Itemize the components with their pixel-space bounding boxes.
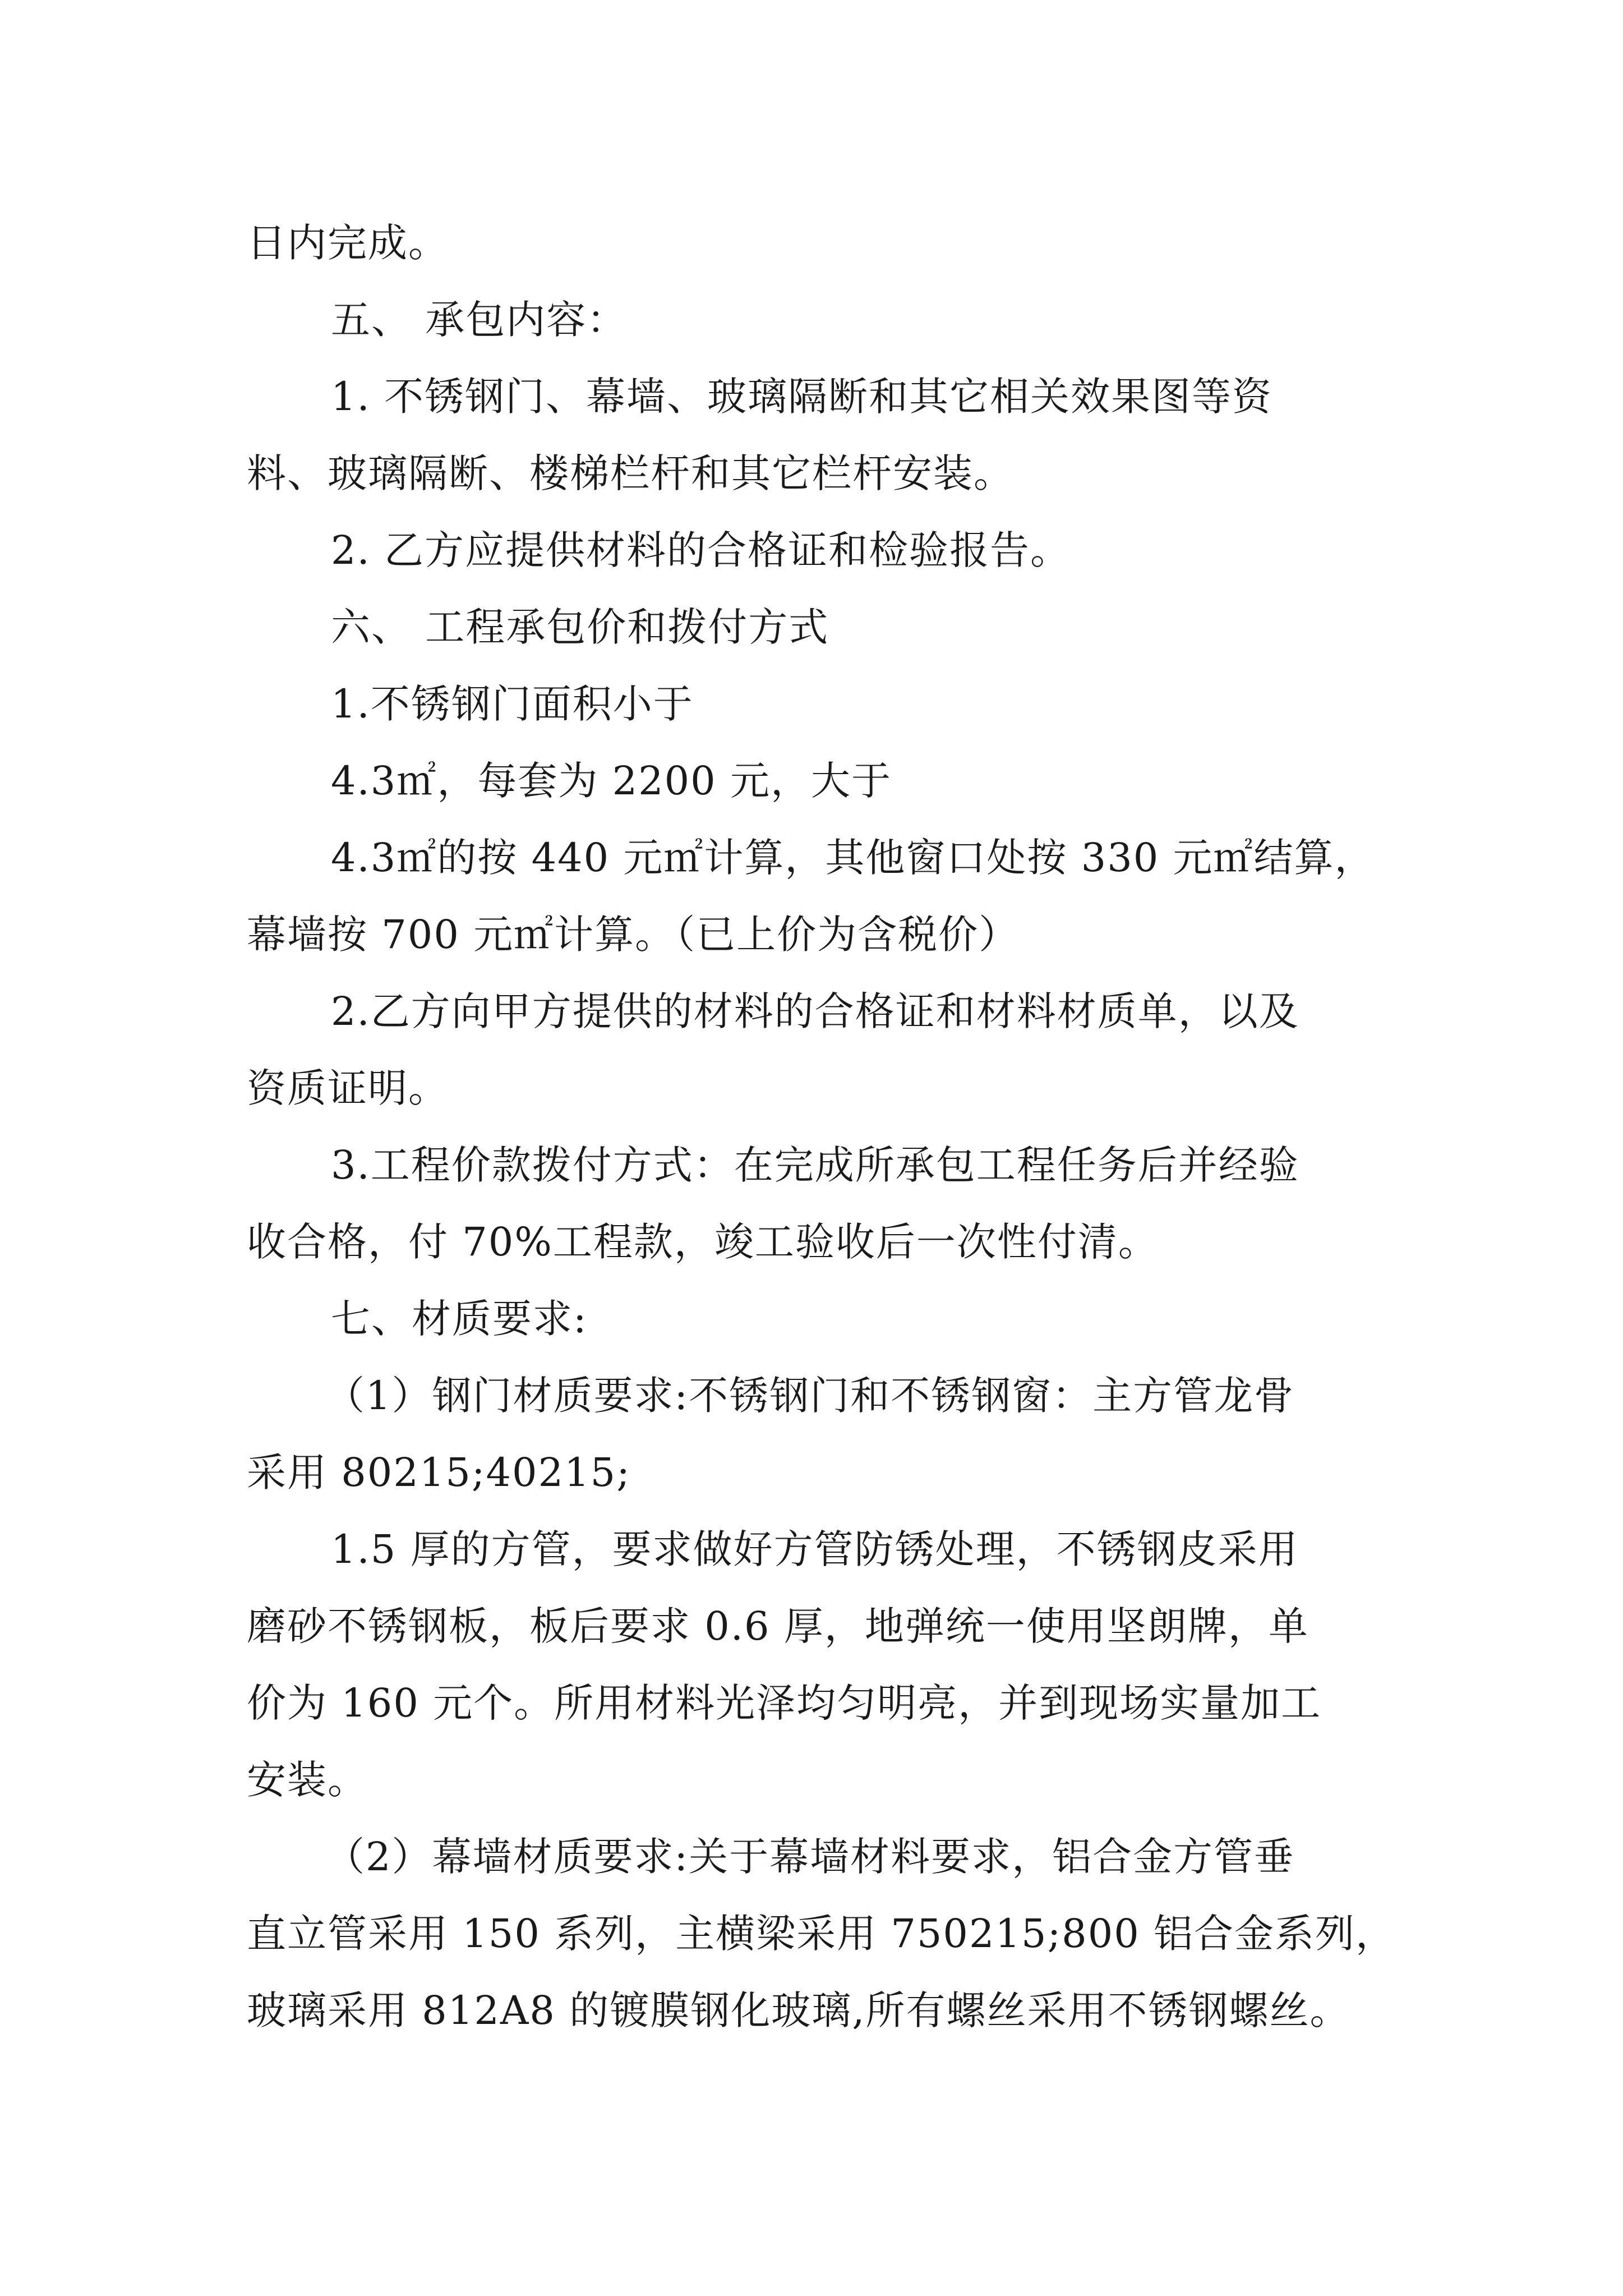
paragraph-line: 价为 160 元个。所用材料光泽均匀明亮，并到现场实量加工 <box>247 1680 1322 1726</box>
paragraph-line: 1.不锈钢门面积小于 <box>331 681 694 727</box>
paragraph-line: 安装。 <box>247 1757 368 1803</box>
paragraph-line: 收合格，付 70%工程款，竣工验收后一次性付清。 <box>247 1219 1159 1265</box>
paragraph-line: 4.3㎡的按 440 元㎡计算，其他窗口处按 330 元㎡结算， <box>331 835 1375 881</box>
paragraph-line: 1. 不锈钢门、幕墙、玻璃隔断和其它相关效果图等资 <box>331 374 1273 420</box>
paragraph-line: 采用 80215;40215; <box>247 1450 631 1496</box>
document-body <box>247 205 1396 2049</box>
paragraph-line: 3.工程价款拨付方式：在完成所承包工程任务后并经验 <box>331 1142 1299 1188</box>
paragraph-line: 直立管采用 150 系列，主横梁采用 750215;800 铝合金系列， <box>247 1911 1396 1957</box>
paragraph-line: 幕墙按 700 元㎡计算。（已上价为含税价） <box>247 912 1020 958</box>
paragraph-line: 日内完成。 <box>247 220 449 266</box>
paragraph-line: （2）幕墙材质要求:关于幕墙材料要求，铝合金方管垂 <box>325 1834 1295 1880</box>
paragraph-line: 玻璃采用 812A8 的镀膜钢化玻璃,所有螺丝采用不锈钢螺丝。 <box>247 1987 1350 2033</box>
section-heading-5: 五、 承包内容： <box>331 297 628 343</box>
paragraph-line: 磨砂不锈钢板，板后要求 0.6 厚，地弹统一使用坚朗牌，单 <box>247 1603 1309 1649</box>
paragraph-line: 料、玻璃隔断、楼梯栏杆和其它栏杆安装。 <box>247 450 1014 496</box>
paragraph-line: 1.5 厚的方管，要求做好方管防锈处理，不锈钢皮采用 <box>331 1526 1299 1572</box>
paragraph-line: （1）钢门材质要求:不锈钢门和不锈钢窗：主方管龙骨 <box>325 1373 1295 1419</box>
section-heading-6: 六、 工程承包价和拨付方式 <box>331 604 829 650</box>
paragraph-line: 4.3㎡，每套为 2200 元，大于 <box>331 758 892 804</box>
paragraph-line: 2.乙方向甲方提供的材料的合格证和材料材质单，以及 <box>331 988 1299 1034</box>
section-heading-7: 七、材质要求: <box>331 1296 588 1342</box>
paragraph-line: 资质证明。 <box>247 1065 449 1111</box>
paragraph-line: 2. 乙方应提供材料的合格证和检验报告。 <box>331 527 1071 573</box>
